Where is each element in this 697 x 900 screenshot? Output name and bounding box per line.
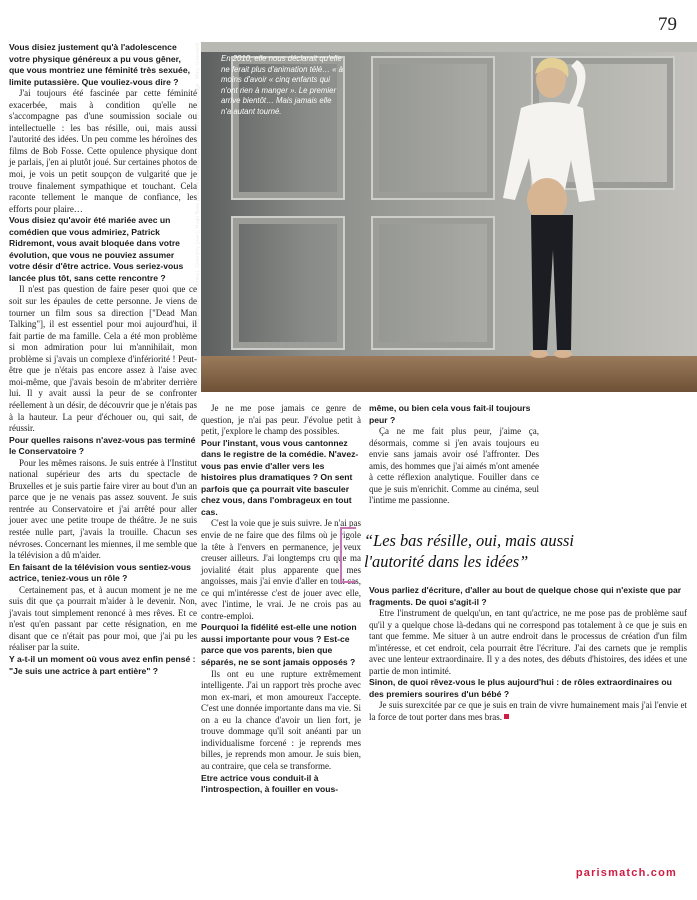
article-question: Etre actrice vous conduit-il à l'introspection, à fouiller en vous- (201, 772, 339, 795)
figure-jeans (531, 215, 573, 350)
article-question: Pourquoi la fidélité est-elle une notion aussi importante pour vous ? Est-ce parce que vos parents, bien que séparés, ne se sont jamais opposés ? (201, 622, 357, 668)
article-answer: Ils ont eu une rupture extrêmement intelligente. J'ai un rapport très proche avec mon ex-mari, et mon amoureux l'accepte. C'est une donnée importante dans ma vie. Si on a eu la chance d'avoir un lien fort, je trouve dommage qu'il soit anéanti par un individualisme forcené : je reprends mes billes, je reprends mon amour. Je suis bien, au contraire, que cela se transforme. (201, 668, 361, 771)
figure-arm (567, 60, 586, 110)
page-number: 79 (658, 14, 677, 35)
article-question: Y a-t-il un moment où vous avez enfin pensé : "Je suis une actrice à part entière" ? (9, 653, 196, 676)
photo-wall-panel (371, 216, 495, 350)
article-question: Vous parliez d'écriture, d'aller au bout de quelque chose qui n'existe que par fragments. De quoi s'agit-il ? (369, 585, 682, 607)
figure-foot (554, 350, 572, 358)
photo-wall-panel (231, 216, 345, 350)
article-question: Vous disiez qu'avoir été mariée avec un comédien que vous admiriez, Patrick Ridremont, vous avait bloquée dans votre évolution, que vous ne pouviez assumer votre désir d'être actrice. Vous seriez-vous lancée plus tôt, sans cette rencontre ? (9, 215, 184, 283)
article-answer: Certainement pas, et à aucun moment je ne me suis dit que ça pourrait m'aider à le devenir. Non, j'avais tout simplement renoncé à mes rêves. Et ce n'est qu'en passant par cette résignation, en me disant que ce n'était pas pour moi, que j'ai pu les réaliser par la suite. (9, 584, 197, 653)
article-question: même, ou bien cela vous fait-il toujours peur ? (369, 403, 531, 425)
article-answer: Pour les mêmes raisons. Je suis entrée à l'Institut national supérieur des arts du spectacle de Bruxelles et je suis partie faire virer au bout d'un an parce que je ne venais pas assez souvent. Je suis rentrée au Conservatoire et j'ai arrêté pour aller jouer avec une petite troupe de théâtre. Je ne suis restée nulle part, j'avais la trouille. Chacun ses névroses. Concernant les miennes, il me semble que la télévision a dû m'aider. (9, 457, 197, 561)
end-of-article-mark (504, 714, 509, 719)
article-answer-last (369, 700, 687, 723)
article-column-2 (201, 403, 361, 796)
photo-figure (491, 50, 611, 380)
article-question: Pour quelles raisons n'avez-vous pas terminé le Conservatoire ? (9, 434, 196, 457)
article-column-3-continued (369, 585, 687, 724)
article-question: Pour l'instant, vous vous cantonnez dans le registre de la comédie. N'avez-vous pas envie d'aller vers les histoires plus dramatiques ? On sent parfois que ça pourrait vite basculer chez vous, dans l'ombrageux en tout cas. (201, 437, 359, 517)
article-answer: J'ai toujours été fascinée par cette féminité exacerbée, mais à condition qu'elle ne s'accompagne pas d'une soumission sociale ou intellectuelle : les bas résille, oui, mais aussi l'autorité des idées. Un peu comme les héroïnes des films de Bob Fosse. Cette opulence physique dont je parlais, j'en ai plutôt joué. Sur certaines photos de moi, je vois un petit soupçon de vulgarité que je trouve finalement sympathique et touchant. Cela raconte tellement le manque de confiance, les efforts pour plaire… (9, 88, 197, 214)
photo-caption: En 2010, elle nous déclarait qu'elle ne ferait plus d'animation télé… « à moins d'avoir « cinq enfants qui n'ont rien à manger ». Le premier arrive bientôt… Mais jamais elle n'a autant tourné. (221, 54, 343, 116)
article-answer: Je ne me pose jamais ce genre de question, je n'ai pas peur. J'évolue petit à petit, j'explore le champ des possibles. (201, 403, 361, 437)
photo-floor (201, 356, 697, 392)
article-answer-text: Je suis surexcitée par ce que je suis en train de vivre humainement mais j'ai l'envie et la force de tout porter dans mes bras. (369, 700, 687, 723)
figure-foot (530, 350, 548, 358)
article-column-1 (9, 42, 197, 677)
photo-cornice (201, 42, 697, 52)
article-question: Vous disiez justement qu'à l'adolescence votre physique généreux a pu vous gêner, que vous montriez une féminité très sexuée, limite putassière. Que vouliez-vous dire ? (9, 42, 190, 87)
pull-quote-text: “Les bas résille, oui, mais aussi l'autorité dans les idées” (364, 531, 574, 571)
photo-pregnant-actress (195, 40, 697, 392)
photo-credit: Stylisme : Chiara Fossa. Zadig & Voltaire (chemise), Givenchy (jean), Hugo Boss (sous-vêtements). Coiffure : Julien Dys. Maquillage : Mary Greenwell. (195, 40, 201, 390)
article-answer: Il n'est pas question de faire peser quoi que ce soit sur les épaules de cette personne. Je viens de tourner un film sous sa direction ["Dead Man Talking"], il est essentiel pour moi aujourd'hui, il fait partie de ma famille. Cela a été mon problème si mon admiration pour lui m'annihilait, mon problème si j'avais un complexe d'infériorité ! Peut-être que je n'étais pas encore assez à l'aise avec moi-même, que j'avais besoin de m'abriter derrière lui. Il y avait aussi la peur de se confronter réellement à un désir, de découvrir que je n'étais pas à la hauteur. La peur d'échouer ou, qui sait, de réussir. (9, 284, 197, 434)
article-answer: Ça ne me fait plus peur, j'aime ça, désormais, comme si j'en avais toujours eu envie sans jamais avoir osé l'affronter. Des amis, des hommes que j'ai aimés m'ont amenée à cette réflexion analytique. Fouiller dans ce que je suis m'enrichit. Comme au cinéma, seul l'intime me passionne. (369, 426, 539, 506)
pull-quote-bracket (340, 527, 356, 583)
photo-wall-panel (371, 56, 495, 200)
article-answer: C'est la voie que je suis suivre. Je n'ai pas envie de ne faire que des films où je rigole la tête à l'envers en permanence, je veux creuser ailleurs. J'ai longtemps cru que ma jovialité était plus apparente que mes angoisses, mais j'ai envie d'aller en tout cas, ce qui m'intéresse c'est de jouer avec elle, avec l'intime, le vrai. Je ne crois pas au contre-emploi. (201, 518, 361, 621)
article-question: Sinon, de quoi rêvez-vous le plus aujourd'hui : de rôles extraordinaires ou des premiers sourires d'un bébé ? (369, 677, 672, 699)
article-column-3 (369, 403, 687, 507)
footer-url[interactable]: parismatch.com (575, 867, 677, 879)
article-answer: Etre l'instrument de quelqu'un, en tant qu'actrice, ne me pose pas de problème sauf qu'il y a quelque chose là-dedans qui ne correspond pas totalement à ce que je suis en tant que femme. Me situer à un autre endroit dans le processus de création d'un film m'intéresse, et cet endroit, cela pourrait être l'écriture. J'ai des carnets que je remplis avec une lenteur extraordinaire. Il y a des notes, des débuts d'histoires, des idées et une partie de mon intimité. (369, 608, 687, 676)
article-question: En faisant de la télévision vous sentiez-vous actrice, teniez-vous un rôle ? (9, 561, 191, 584)
